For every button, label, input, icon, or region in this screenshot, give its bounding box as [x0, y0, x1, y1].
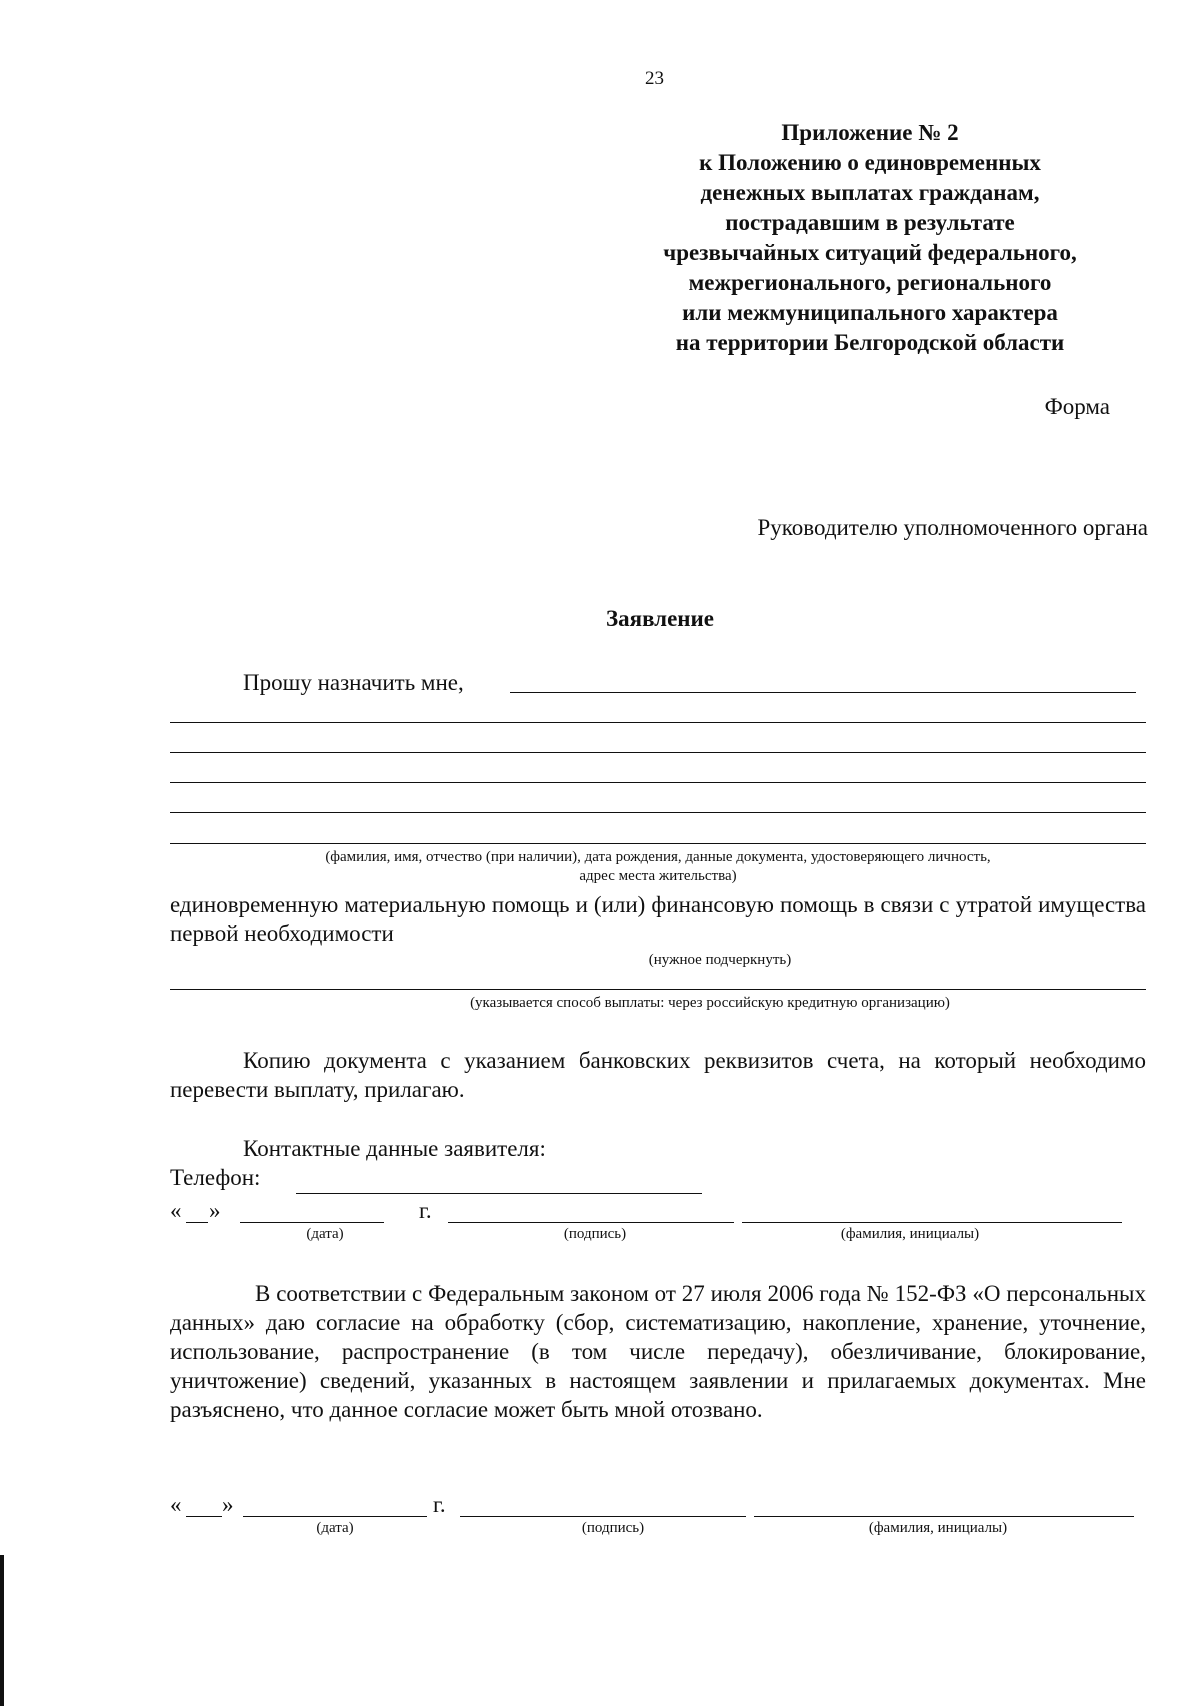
annex-line: Приложение № 2	[781, 120, 959, 145]
annex-line: или межмуниципального характера	[682, 300, 1058, 325]
date-caption: (дата)	[306, 1226, 344, 1242]
name-field-line[interactable]	[742, 1222, 1122, 1223]
applicant-caption: (фамилия, имя, отчество (при наличии), дата рождения, данные документа, удостоверяющего личность,	[325, 849, 991, 865]
payment-caption: (указывается способ выплаты: через российскую кредитную организацию)	[470, 995, 950, 1011]
applicant-field-line[interactable]	[170, 812, 1146, 813]
signature-caption: (подпись)	[563, 1226, 627, 1242]
applicant-field-line[interactable]	[170, 752, 1146, 753]
date-quote-open: «	[170, 1198, 182, 1223]
annex-line: на территории Белгородской области	[675, 330, 1065, 355]
applicant-field-line[interactable]	[170, 782, 1146, 783]
bank-details-paragraph: Копию документа с указанием банковских реквизитов счета, на который необходимо перевести выплату, прилагаю.	[170, 1048, 1146, 1102]
annex-line: пострадавшим в результате	[725, 210, 1015, 235]
applicant-field-line[interactable]	[170, 843, 1146, 844]
annex-line: денежных выплатах гражданам,	[700, 180, 1040, 205]
phone-field-line[interactable]	[296, 1193, 702, 1194]
request-intro: Прошу назначить мне,	[243, 670, 464, 695]
form-label: Форма	[1044, 394, 1110, 419]
name-caption: (фамилия, инициалы)	[840, 1226, 980, 1242]
year-suffix: г.	[433, 1492, 446, 1517]
scan-edge-mark	[0, 1555, 4, 1706]
applicant-field-line[interactable]	[170, 722, 1146, 723]
signature-field-line[interactable]	[448, 1222, 734, 1223]
date-caption: (дата)	[316, 1520, 354, 1536]
phone-label: Телефон:	[170, 1165, 261, 1190]
aid-type-text: единовременную материальную помощь и (или) финансовую помощь в связи с утратой имущества первой необходимости	[170, 892, 1146, 946]
consent-paragraph: В соответствии с Федеральным законом от 27 июля 2006 года № 152-ФЗ «О персональных данных» даю согласие на обработку (сбор, систематизацию, накопление, хранение, уточнение, использование, распространение (в том числе передачу), обезличивание, блокирование, уничтожение) сведений, указанных в настоящем заявлении и прилагаемых документах. Мне разъяснено, что данное согласие может быть мной отозвано.	[170, 1281, 1146, 1422]
year-suffix: г.	[419, 1198, 432, 1223]
date-field-line[interactable]	[240, 1222, 384, 1223]
annex-line: межрегионального, регионального	[688, 270, 1052, 295]
date-quote-close: »	[209, 1198, 221, 1223]
document-title: Заявление	[605, 606, 715, 631]
contacts-heading: Контактные данные заявителя:	[243, 1136, 546, 1161]
date-quote-close: »	[222, 1492, 234, 1517]
date-quote-open: «	[170, 1492, 182, 1517]
name-caption: (фамилия, инициалы)	[868, 1520, 1008, 1536]
name-field-line[interactable]	[754, 1516, 1134, 1517]
annex-line: к Положению о единовременных	[699, 150, 1041, 175]
applicant-caption: адрес места жительства)	[579, 868, 737, 884]
annex-header	[600, 118, 1140, 358]
payment-method-line[interactable]	[170, 989, 1146, 990]
underline-hint: (нужное подчеркнуть)	[648, 952, 792, 968]
annex-line: чрезвычайных ситуаций федерального,	[663, 240, 1077, 265]
date-field-line[interactable]	[243, 1516, 427, 1517]
applicant-field-line[interactable]	[510, 692, 1136, 693]
addressee: Руководителю уполномоченного органа	[757, 515, 1148, 540]
signature-caption: (подпись)	[581, 1520, 645, 1536]
day-field-line[interactable]	[186, 1516, 222, 1517]
page-number: 23	[645, 68, 664, 89]
day-field-line[interactable]	[186, 1222, 208, 1223]
signature-field-line[interactable]	[460, 1516, 746, 1517]
